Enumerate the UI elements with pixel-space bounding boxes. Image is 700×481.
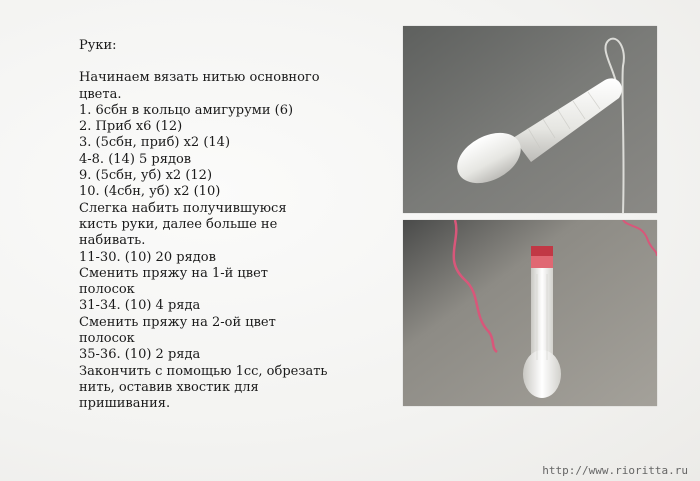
pattern-text	[79, 38, 379, 413]
instructions	[79, 70, 379, 412]
instruction-line: Сменить пряжу на 2-ой цвет	[79, 314, 276, 330]
arm-photo-1	[403, 26, 657, 213]
source-url: http://www.rioritta.ru	[542, 464, 688, 477]
section-heading: Руки:	[79, 38, 117, 53]
instruction-line: 1. 6сбн в кольцо амигуруми (6)	[79, 102, 294, 118]
instruction-line: цвета.	[79, 86, 122, 102]
instruction-line: 11-30. (10) 20 рядов	[79, 249, 216, 265]
instruction-line: 4-8. (14) 5 рядов	[79, 151, 192, 167]
instruction-line: 9. (5сбн, уб) х2 (12)	[79, 168, 213, 184]
instruction-line: 35-36. (10) 2 ряда	[79, 347, 201, 363]
instruction-line: 31-34. (10) 4 ряда	[79, 298, 201, 314]
instruction-line: кисть руки, далее больше не	[79, 216, 278, 232]
instruction-line: Начинаем вязать нитью основного	[79, 70, 320, 86]
instruction-line: 10. (4сбн, уб) х2 (10)	[79, 184, 221, 200]
arm-photo-2	[403, 220, 657, 406]
instruction-line: Закончить с помощью 1сс, обрезать	[79, 363, 328, 379]
instruction-line: пришивания.	[79, 396, 171, 412]
instruction-line: Слегка набить получившуюся	[79, 200, 287, 216]
instruction-line: 3. (5сбн, приб) х2 (14)	[79, 135, 231, 151]
instruction-line: 2. Приб х6 (12)	[79, 119, 183, 135]
instruction-line: набивать.	[79, 233, 146, 249]
arm-photo-2-image	[403, 220, 657, 406]
instruction-line: Сменить пряжу на 1-й цвет	[79, 265, 268, 281]
instruction-line: полосок	[79, 282, 135, 298]
arm-photo-1-image	[403, 26, 657, 213]
instruction-line: нить, оставив хвостик для	[79, 379, 259, 395]
instruction-line: полосок	[79, 331, 135, 347]
